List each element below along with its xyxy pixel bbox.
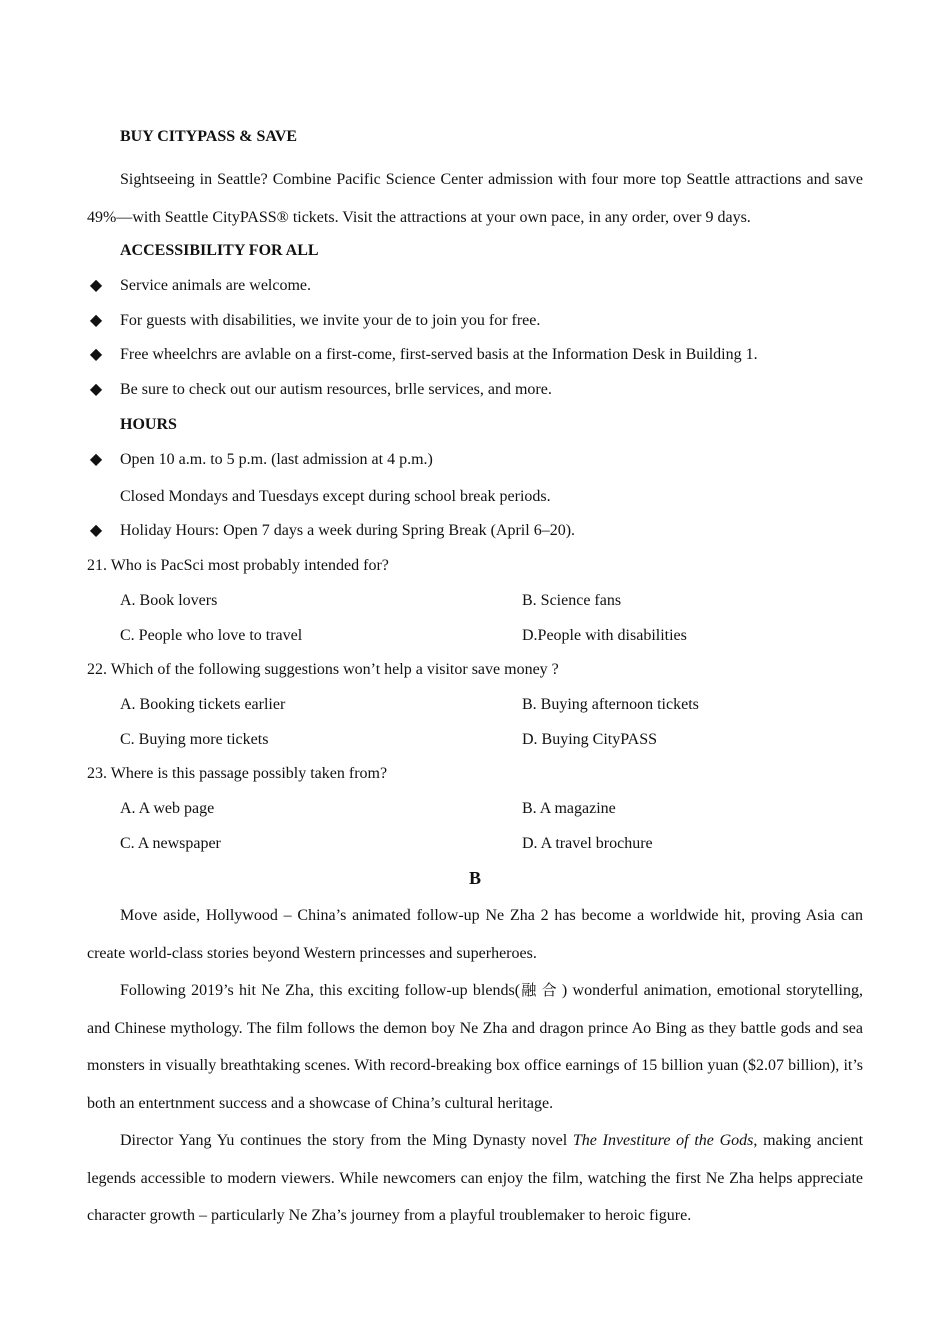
diamond-bullet-icon: ◆ (89, 450, 103, 468)
option-b: B. Buying afternoon tickets (522, 695, 699, 713)
question-options (120, 798, 863, 855)
paragraph-text: , making ancient legends accessible to modern viewers. While newcomers can enjoy the film, watching the first Ne Zha helps appreciate character growth – particularly Ne Zha’s journey from a playful troublemaker to heroic figure. (87, 1132, 864, 1225)
question-stem: 22. Which of the following suggestions won’t help a visitor save money ? (87, 661, 559, 679)
accessibility-bullet (87, 379, 863, 401)
diamond-bullet-icon: ◆ (89, 381, 103, 399)
hours-bullet (87, 449, 863, 471)
bullet-text: Open 10 a.m. to 5 p.m. (last admission at 4 p.m.) (120, 450, 433, 468)
option-c: C. People who love to travel (120, 626, 303, 644)
section-b-paragraph-1: Move aside, Hollywood – China’s animated follow-up Ne Zha 2 has become a worldwide hit, proving Asia can create world-class stories beyond Western princesses and superheroes. (87, 907, 863, 962)
hours-note: Closed Mondays and Tuesdays except during school break periods. (120, 487, 551, 505)
accessibility-bullet (87, 310, 863, 332)
question-stem: 23. Where is this passage possibly taken from? (87, 765, 388, 783)
accessibility-heading: ACCESSIBILITY FOR ALL (120, 242, 319, 259)
question-options (120, 694, 863, 751)
option-a: A. A web page (120, 799, 215, 817)
citypass-heading: BUY CITYPASS & SAVE (120, 128, 298, 145)
bullet-text: Free wheelchrs are avlable on a first-come, first-served basis at the Information Desk in Building 1. (120, 346, 758, 364)
novel-title: The Investiture of the Gods (572, 1132, 754, 1150)
bullet-text: Be sure to check out our autism resources, brlle services, and more. (120, 381, 552, 399)
bullet-text: Holiday Hours: Open 7 days a week during Spring Break (April 6–20). (120, 522, 576, 540)
hours-heading: HOURS (120, 415, 177, 433)
diamond-bullet-icon: ◆ (89, 346, 103, 364)
paragraph-text: ) wonderful animation, emotional storytelling, and Chinese mythology. The film follows the demon boy Ne Zha and dragon prince Ao Bing as they battle gods and sea monsters in visually breathtaking scenes. With record-breaking box office earnings of 15 billion yuan ($2.07 billion), it’s both an entertnment success and a showcase of China’s cultural heritage. (87, 982, 864, 1112)
paragraph-text: Following 2019’s hit Ne Zha, this exciting follow-up blends( (120, 982, 521, 1000)
section-b-paragraph-3 (87, 1122, 863, 1235)
section-b-paragraph-2 (87, 972, 863, 1122)
option-b: B. A magazine (522, 799, 616, 817)
hours-bullet (87, 520, 863, 542)
option-d: D. A travel brochure (522, 834, 653, 852)
chinese-gloss: 融合 (520, 981, 562, 1000)
accessibility-bullet (87, 275, 863, 297)
diamond-bullet-icon: ◆ (89, 277, 103, 294)
paragraph-text: Director Yang Yu continues the story from the Ming Dynasty novel (120, 1132, 573, 1150)
bullet-text: For guests with disabilities, we invite your de to join you for free. (120, 311, 541, 329)
diamond-bullet-icon: ◆ (89, 311, 103, 329)
document-content (87, 126, 863, 1235)
accessibility-bullet (87, 344, 863, 366)
option-c: C. Buying more tickets (120, 730, 269, 748)
option-c: C. A newspaper (120, 834, 221, 852)
section-b-label: B (468, 868, 481, 889)
option-a: A. Book lovers (120, 591, 218, 609)
option-b: B. Science fans (522, 591, 622, 609)
citypass-paragraph: Sightseeing in Seattle? Combine Pacific Science Center admission with four more top Seattle attractions and save 49%—with Seattle CityPASS® tickets. Visit the attractions at your own pace, in any order, over 9 days. (87, 171, 863, 226)
option-d: D. Buying CityPASS (522, 730, 658, 748)
question-stem: 21. Who is PacSci most probably intended for? (87, 557, 389, 575)
diamond-bullet-icon: ◆ (89, 522, 103, 540)
option-a: A. Booking tickets earlier (120, 695, 286, 713)
option-d: D.People with disabilities (522, 626, 687, 644)
bullet-text: Service animals are welcome. (120, 277, 312, 294)
question-options (120, 590, 863, 647)
